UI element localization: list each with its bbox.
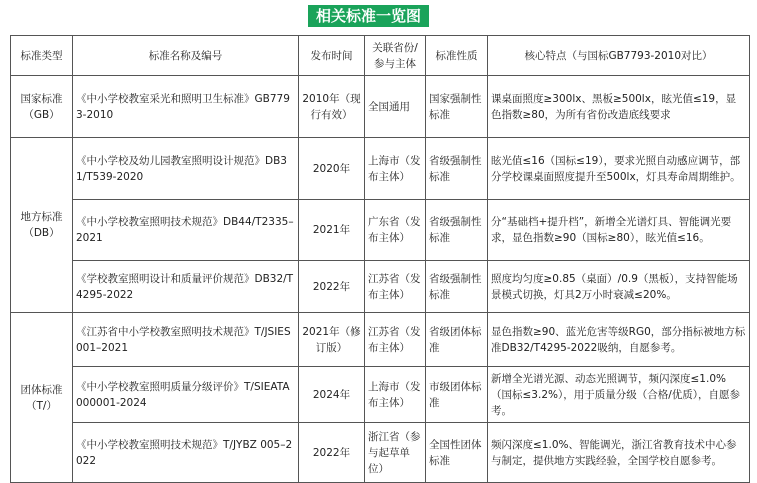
header-time: 发布时间 bbox=[299, 36, 365, 76]
nature-cell: 全国性团体标准 bbox=[426, 423, 488, 483]
header-party: 关联省份/参与主体 bbox=[365, 36, 426, 76]
nature-cell: 市级团体标准 bbox=[426, 367, 488, 423]
standards-table bbox=[10, 35, 750, 483]
time-cell: 2021年 bbox=[299, 200, 365, 261]
party-cell: 广东省（发布主体） bbox=[365, 200, 426, 261]
features-cell: 分“基础档+提升档”，新增全光谱灯具、智能调光要求，显色指数≥90（国标≥80），眩光值≤16。 bbox=[488, 200, 750, 261]
time-cell: 2021年（修订版） bbox=[299, 313, 365, 367]
name-cell: 《学校教室照明设计和质量评价规范》DB32/T4295-2022 bbox=[73, 261, 299, 313]
name-cell: 《中小学校教室采光和照明卫生标准》GB7793-2010 bbox=[73, 76, 299, 138]
party-cell: 江苏省（发布主体） bbox=[365, 261, 426, 313]
party-cell: 全国通用 bbox=[365, 76, 426, 138]
time-cell: 2020年 bbox=[299, 138, 365, 200]
header-name: 标准名称及编号 bbox=[73, 36, 299, 76]
features-cell: 新增全光谱光源、动态光照调节，频闪深度≤1.0%（国标≤3.2%），用于质量分级（合格/优质），自愿参考。 bbox=[488, 367, 750, 423]
name-cell: 《中小学校及幼儿园教室照明设计规范》DB31/T539-2020 bbox=[73, 138, 299, 200]
type-cell: 团体标准（T/） bbox=[11, 313, 73, 483]
table-row bbox=[11, 367, 750, 423]
time-cell: 2022年 bbox=[299, 423, 365, 483]
name-cell: 《中小学校教室照明技术规范》T/JYBZ 005–2022 bbox=[73, 423, 299, 483]
header-nature: 标准性质 bbox=[426, 36, 488, 76]
table-row bbox=[11, 423, 750, 483]
table-row bbox=[11, 261, 750, 313]
features-cell: 眩光值≤16（国标≤19），要求光照自动感应调节，部分学校课桌面照度提升至500lx，灯具寿命周期维护。 bbox=[488, 138, 750, 200]
nature-cell: 省级强制性标准 bbox=[426, 200, 488, 261]
party-cell: 浙江省（参与起草单位） bbox=[365, 423, 426, 483]
table-row bbox=[11, 313, 750, 367]
table-row bbox=[11, 76, 750, 138]
page-title: 相关标准一览图 bbox=[308, 5, 429, 27]
name-cell: 《中小学校教室照明质量分级评价》T/SIEATA 000001-2024 bbox=[73, 367, 299, 423]
header-features: 核心特点（与国标GB7793-2010对比） bbox=[488, 36, 750, 76]
name-cell: 《中小学校教室照明技术规范》DB44/T2335–2021 bbox=[73, 200, 299, 261]
features-cell: 显色指数≥90、蓝光危害等级RG0，部分指标被地方标准DB32/T4295-2022吸纳，自愿参考。 bbox=[488, 313, 750, 367]
table-row bbox=[11, 138, 750, 200]
features-cell: 照度均匀度≥0.85（桌面）/0.9（黑板），支持智能场景模式切换，灯具2万小时衰减≤20%。 bbox=[488, 261, 750, 313]
nature-cell: 省级强制性标准 bbox=[426, 138, 488, 200]
name-cell: 《江苏省中小学校教室照明技术规范》T/JSIES 001–2021 bbox=[73, 313, 299, 367]
header-row bbox=[11, 36, 750, 76]
nature-cell: 省级强制性标准 bbox=[426, 261, 488, 313]
table-row bbox=[11, 200, 750, 261]
nature-cell: 省级团体标准 bbox=[426, 313, 488, 367]
time-cell: 2024年 bbox=[299, 367, 365, 423]
time-cell: 2022年 bbox=[299, 261, 365, 313]
features-cell: 频闪深度≤1.0%、智能调光，浙江省教育技术中心参与制定，提供地方实践经验，全国学校自愿参考。 bbox=[488, 423, 750, 483]
party-cell: 上海市（发布主体） bbox=[365, 138, 426, 200]
type-cell: 国家标准（GB） bbox=[11, 76, 73, 138]
time-cell: 2010年（现行有效） bbox=[299, 76, 365, 138]
type-cell: 地方标准（DB） bbox=[11, 138, 73, 313]
party-cell: 上海市（发布主体） bbox=[365, 367, 426, 423]
features-cell: 课桌面照度≥300lx、黑板≥500lx，眩光值≤19，显色指数≥80，为所有省份改造底线要求 bbox=[488, 76, 750, 138]
nature-cell: 国家强制性标准 bbox=[426, 76, 488, 138]
party-cell: 江苏省（发布主体） bbox=[365, 313, 426, 367]
header-type: 标准类型 bbox=[11, 36, 73, 76]
title-bar bbox=[0, 0, 757, 30]
